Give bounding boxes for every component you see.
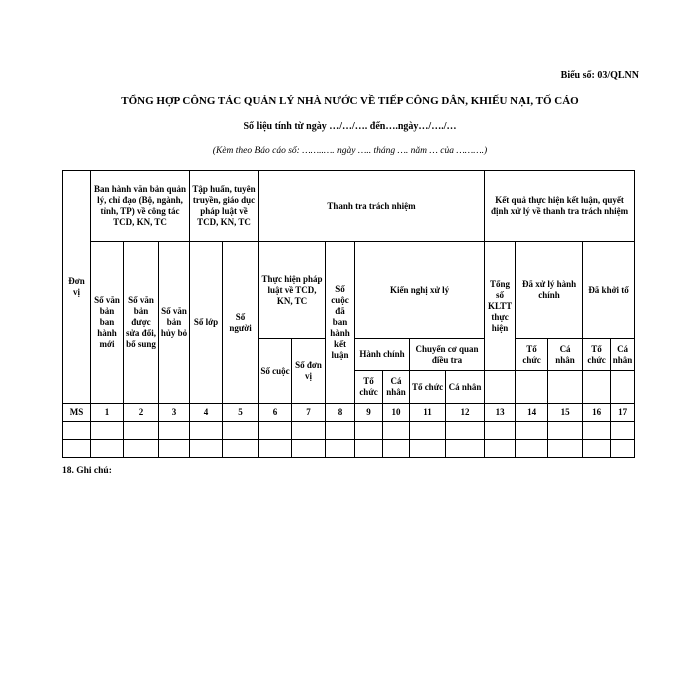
table-cell[interactable] [124, 440, 159, 458]
column-number: 9 [355, 404, 383, 422]
table-cell[interactable] [124, 422, 159, 440]
header-so-cuoc-ket-luan: Số cuộc đã ban hành kết luận [326, 242, 355, 404]
table-cell[interactable] [583, 422, 611, 440]
table-cell[interactable] [548, 422, 583, 440]
header-van-ban-sua-doi: Số văn bản được sửa đổi, bổ sung [124, 242, 159, 404]
table-cell [548, 371, 583, 404]
table-cell[interactable] [516, 422, 548, 440]
column-number: 1 [91, 404, 124, 422]
note-label: 18. Ghi chú: [62, 466, 112, 476]
header-thuc-hien-phap-luat: Thực hiện pháp luật về TCD, KN, TC [259, 242, 326, 339]
table-cell[interactable] [63, 422, 91, 440]
table-cell[interactable] [611, 440, 635, 458]
header-ca-nhan: Cá nhân [446, 371, 485, 404]
table-cell[interactable] [485, 440, 516, 458]
header-thanh-tra-trach-nhiem: Thanh tra trách nhiệm [259, 171, 485, 242]
header-ket-qua-thuc-hien: Kết quả thực hiện kết luận, quyết định xử lý về thanh tra trách nhiệm [485, 171, 635, 242]
table-cell[interactable] [190, 422, 223, 440]
header-to-chuc: Tổ chức [410, 371, 446, 404]
header-ca-nhan: Cá nhân [548, 339, 583, 371]
ms-label: MS [63, 404, 91, 422]
column-number: 3 [159, 404, 190, 422]
report-table [62, 170, 635, 458]
table-cell[interactable] [292, 422, 326, 440]
header-chuyen-co-quan: Chuyển cơ quan điều tra [410, 339, 485, 371]
column-number: 17 [611, 404, 635, 422]
column-number: 7 [292, 404, 326, 422]
header-tong-so-kltt: Tổng số KLTT thực hiện [485, 242, 516, 371]
header-ca-nhan: Cá nhân [611, 339, 635, 371]
header-van-ban-moi: Số văn bản ban hành mới [91, 242, 124, 404]
header-da-xu-ly-hanh-chinh: Đã xử lý hành chính [516, 242, 583, 339]
column-number: 13 [485, 404, 516, 422]
column-number: 2 [124, 404, 159, 422]
header-to-chuc: Tổ chức [516, 339, 548, 371]
table-cell[interactable] [583, 440, 611, 458]
header-so-nguoi: Số người [223, 242, 259, 404]
table-cell[interactable] [63, 440, 91, 458]
table-cell[interactable] [548, 440, 583, 458]
table-cell[interactable] [91, 440, 124, 458]
header-to-chuc: Tổ chức [355, 371, 383, 404]
table-cell [611, 371, 635, 404]
table-cell[interactable] [292, 440, 326, 458]
table-cell[interactable] [259, 440, 292, 458]
column-number: 4 [190, 404, 223, 422]
table-cell[interactable] [516, 440, 548, 458]
table-cell[interactable] [410, 422, 446, 440]
column-number: 12 [446, 404, 485, 422]
header-so-cuoc: Số cuộc [259, 339, 292, 404]
table-cell[interactable] [446, 422, 485, 440]
header-don-vi: Đơn vị [63, 171, 91, 404]
table-cell [485, 371, 516, 404]
table-cell [516, 371, 548, 404]
table-cell[interactable] [446, 440, 485, 458]
table-cell[interactable] [355, 440, 383, 458]
column-number: 14 [516, 404, 548, 422]
table-cell[interactable] [355, 422, 383, 440]
column-number: 15 [548, 404, 583, 422]
table-cell[interactable] [611, 422, 635, 440]
column-number: 10 [383, 404, 410, 422]
table-cell[interactable] [159, 422, 190, 440]
header-ca-nhan: Cá nhân [383, 371, 410, 404]
table-cell[interactable] [190, 440, 223, 458]
header-ban-hanh-van-ban: Ban hành văn bản quản lý, chỉ đạo (Bộ, ngành, tỉnh, TP) về công tác TCD, KN, TC [91, 171, 190, 242]
report-period: Số liệu tính từ ngày …/…/…. đến….ngày…/…./… [243, 121, 457, 132]
header-tap-huan: Tập huấn, tuyên truyền, giáo dục pháp luật về TCD, KN, TC [190, 171, 259, 242]
table-cell[interactable] [383, 440, 410, 458]
header-kien-nghi-xu-ly: Kiến nghị xử lý [355, 242, 485, 339]
column-number: 16 [583, 404, 611, 422]
table-cell[interactable] [485, 422, 516, 440]
header-van-ban-huy-bo: Số văn bản hủy bỏ [159, 242, 190, 404]
header-to-chuc: Tổ chức [583, 339, 611, 371]
table-row [63, 422, 635, 440]
header-so-lop: Số lớp [190, 242, 223, 404]
table-cell[interactable] [91, 422, 124, 440]
table-cell[interactable] [410, 440, 446, 458]
header-da-khoi-to: Đã khởi tố [583, 242, 635, 339]
table-cell[interactable] [223, 422, 259, 440]
column-number: 11 [410, 404, 446, 422]
table-cell [583, 371, 611, 404]
report-attachment: (Kèm theo Báo cáo số: ……..…. ngày ….. tháng …. năm … của ……….) [212, 146, 488, 156]
table-row [63, 440, 635, 458]
column-number: 8 [326, 404, 355, 422]
table-cell[interactable] [159, 440, 190, 458]
column-number-row [63, 404, 635, 422]
table-cell[interactable] [326, 422, 355, 440]
table-cell[interactable] [259, 422, 292, 440]
header-hanh-chinh: Hành chính [355, 339, 410, 371]
report-title: TỔNG HỢP CÔNG TÁC QUẢN LÝ NHÀ NƯỚC VỀ TIẾP CÔNG DÂN, KHIẾU NẠI, TỐ CÁO [121, 95, 579, 107]
column-number: 5 [223, 404, 259, 422]
table-cell[interactable] [326, 440, 355, 458]
header-so-don-vi: Số đơn vị [292, 339, 326, 404]
column-number: 6 [259, 404, 292, 422]
table-cell[interactable] [383, 422, 410, 440]
table-cell[interactable] [223, 440, 259, 458]
form-code: Biểu số: 03/QLNN [560, 70, 639, 81]
